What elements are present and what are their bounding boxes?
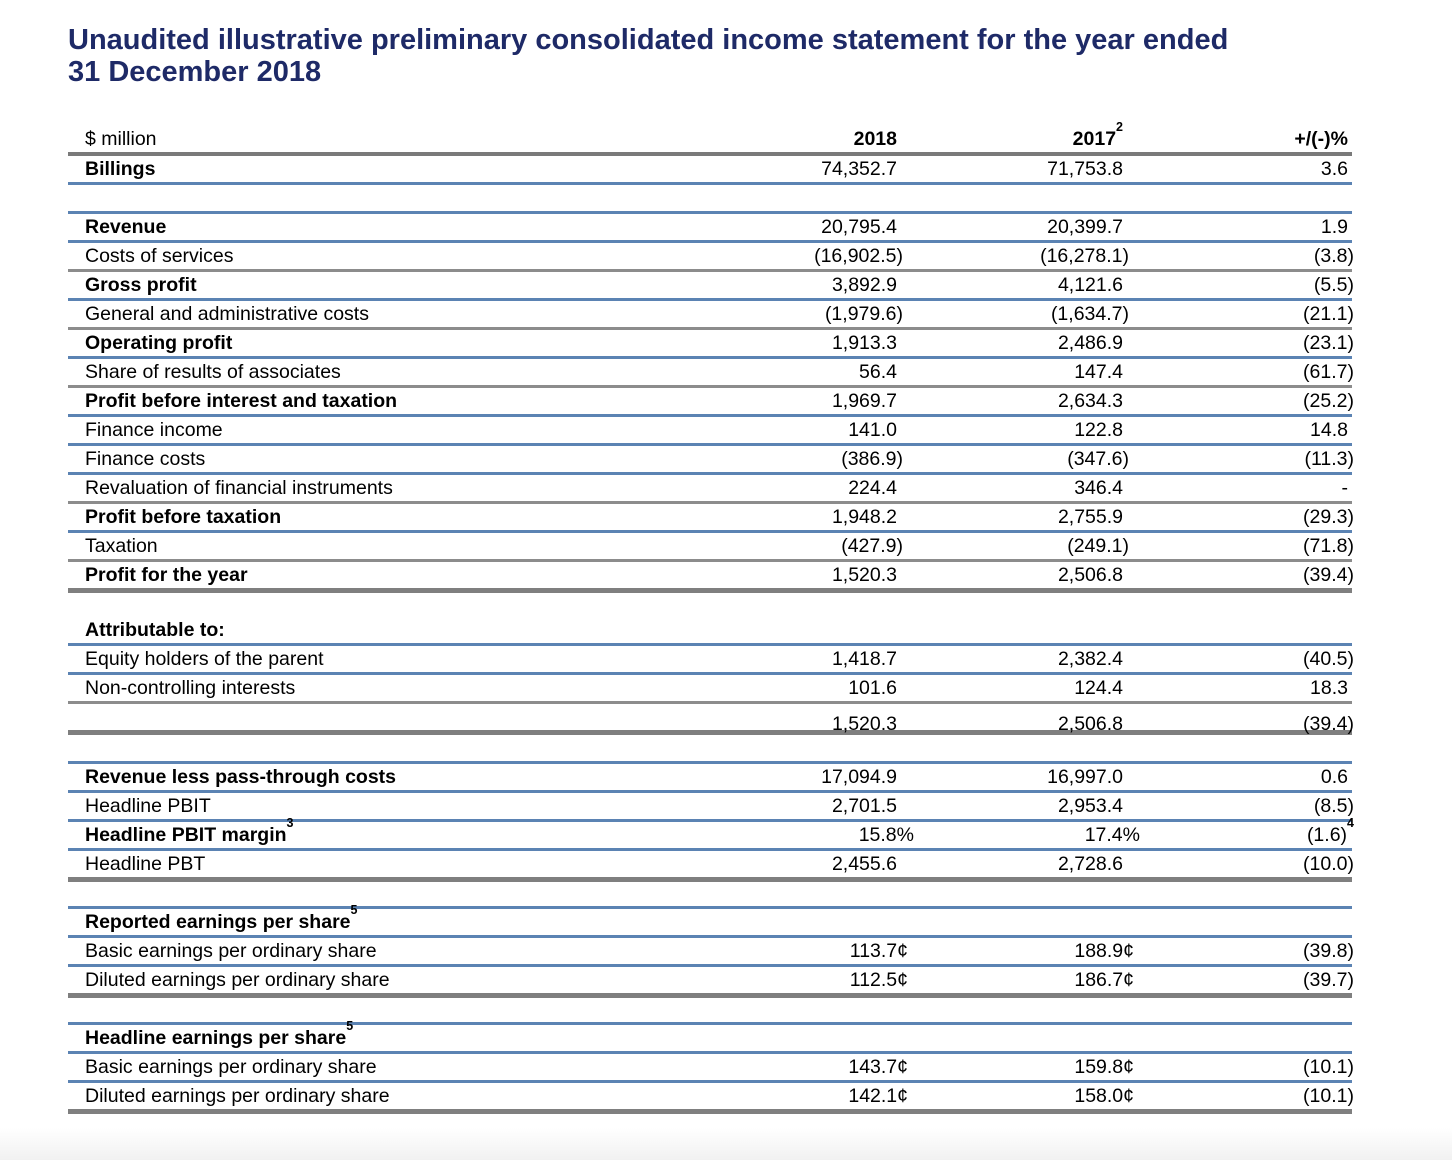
value-change-percent-text: (61.7) bbox=[1303, 361, 1354, 383]
row-label-text: General and administrative costs bbox=[85, 303, 369, 325]
value-change-percent bbox=[1123, 675, 1348, 701]
value-change-percent bbox=[1123, 1025, 1348, 1051]
row-label-text: Profit for the year bbox=[85, 564, 248, 586]
value-change-percent bbox=[1123, 504, 1354, 530]
value-change-percent bbox=[1123, 446, 1354, 472]
row-label bbox=[68, 1018, 737, 1051]
row-label bbox=[68, 646, 737, 672]
value-2018 bbox=[737, 301, 903, 327]
value-change-percent-text: - bbox=[1341, 477, 1348, 499]
value-2017 bbox=[897, 967, 1134, 993]
value-change-percent bbox=[1123, 417, 1348, 443]
value-2017 bbox=[897, 938, 1134, 964]
value-2018-text: 143.7¢ bbox=[848, 1056, 908, 1078]
table-row bbox=[68, 1054, 1352, 1083]
value-2017-text: (16,278.1) bbox=[1040, 245, 1129, 267]
value-2018 bbox=[737, 646, 897, 672]
value-change-percent-text: (23.1) bbox=[1303, 332, 1354, 354]
value-change-percent bbox=[1123, 1083, 1354, 1109]
value-2017 bbox=[897, 851, 1123, 877]
value-change-percent bbox=[1123, 967, 1354, 993]
value-2017-text: (347.6) bbox=[1067, 448, 1129, 470]
value-change-percent-text: (25.2) bbox=[1303, 390, 1354, 412]
value-2017-text: 20,399.7 bbox=[1047, 216, 1123, 238]
value-2017-text: (1,634.7) bbox=[1050, 303, 1129, 325]
value-2017 bbox=[897, 359, 1123, 385]
value-2018-text: (427.9) bbox=[841, 535, 903, 557]
row-label bbox=[68, 446, 737, 472]
row-label bbox=[68, 938, 737, 964]
value-2017-text: 2,486.9 bbox=[1057, 332, 1123, 354]
value-2017-text: 124.4 bbox=[1074, 677, 1123, 699]
value-2017-text: 147.4 bbox=[1074, 361, 1123, 383]
value-2018 bbox=[737, 475, 897, 501]
value-2017 bbox=[897, 646, 1123, 672]
row-label bbox=[68, 1083, 737, 1109]
value-change-percent bbox=[1123, 938, 1354, 964]
row-label-text: Revenue less pass-through costs bbox=[85, 766, 397, 788]
value-2018 bbox=[737, 214, 897, 240]
table-row bbox=[68, 938, 1352, 967]
table-row bbox=[68, 359, 1352, 388]
footnote-marker: 5 bbox=[346, 1018, 354, 1033]
value-2018 bbox=[737, 764, 897, 790]
row-label bbox=[68, 815, 737, 848]
value-change-percent bbox=[1123, 1054, 1354, 1080]
value-2017 bbox=[897, 764, 1123, 790]
income-statement-table bbox=[68, 119, 1354, 1114]
value-change-percent bbox=[1123, 815, 1354, 848]
value-2018-text: 1,948.2 bbox=[831, 506, 897, 528]
value-change-percent-text: (3.8) bbox=[1313, 245, 1354, 267]
value-2017 bbox=[897, 822, 1140, 848]
value-2017 bbox=[897, 675, 1123, 701]
value-2018 bbox=[737, 822, 914, 848]
table-row bbox=[68, 764, 1352, 793]
value-2018-text: 2,701.5 bbox=[831, 795, 897, 817]
page-bottom-edge bbox=[0, 1128, 1452, 1160]
section-gap bbox=[68, 185, 1352, 211]
value-2017-text: 2,755.9 bbox=[1057, 506, 1123, 528]
value-2018 bbox=[737, 533, 903, 559]
value-2017 bbox=[897, 504, 1123, 530]
reported-eps-section bbox=[68, 902, 1354, 998]
profit-and-loss-section bbox=[68, 211, 1352, 593]
value-2018-text: 2018 bbox=[853, 128, 897, 150]
value-change-percent bbox=[1123, 646, 1354, 672]
value-2017 bbox=[897, 711, 1123, 737]
row-label-text: Finance costs bbox=[85, 448, 206, 470]
page-title-line-1: Unaudited illustrative preliminary consolidated income statement for the year ended bbox=[68, 24, 1229, 56]
value-change-percent bbox=[1123, 359, 1354, 385]
value-change-percent bbox=[1123, 851, 1354, 877]
table-row bbox=[68, 243, 1352, 272]
value-change-percent-text: (71.8) bbox=[1303, 535, 1354, 557]
row-label bbox=[68, 126, 737, 152]
value-2017 bbox=[897, 272, 1123, 298]
row-label bbox=[68, 764, 737, 790]
row-label bbox=[68, 533, 737, 559]
value-2017-text: 16,997.0 bbox=[1047, 766, 1123, 788]
value-2018-text: 17,094.9 bbox=[821, 766, 897, 788]
value-change-percent bbox=[1123, 533, 1354, 559]
row-label-text: Taxation bbox=[85, 535, 158, 557]
row-label-text: Gross profit bbox=[85, 274, 197, 296]
value-change-percent bbox=[1123, 272, 1354, 298]
value-2018-text: 3,892.9 bbox=[831, 274, 897, 296]
value-2018-text: 142.1¢ bbox=[848, 1085, 908, 1107]
value-2018-text: 1,969.7 bbox=[831, 390, 897, 412]
table-row bbox=[68, 417, 1352, 446]
value-2018-text: 112.5¢ bbox=[849, 969, 908, 991]
row-label bbox=[68, 417, 737, 443]
row-label-text: Finance income bbox=[85, 419, 223, 441]
section-gap bbox=[68, 735, 1352, 761]
table-row bbox=[68, 704, 1352, 735]
table-row bbox=[68, 119, 1352, 156]
table-row bbox=[68, 617, 1352, 646]
value-2018 bbox=[737, 388, 897, 414]
value-2018 bbox=[737, 1025, 897, 1051]
value-change-percent-text: (1.6) bbox=[1306, 824, 1348, 846]
value-change-percent bbox=[1123, 475, 1348, 501]
table-row bbox=[68, 793, 1352, 822]
value-2018 bbox=[737, 909, 897, 935]
row-label bbox=[68, 301, 737, 327]
value-2017-text: (249.1) bbox=[1067, 535, 1129, 557]
value-change-percent bbox=[1123, 388, 1354, 414]
table-row bbox=[68, 388, 1352, 417]
value-2017-text: 122.8 bbox=[1074, 419, 1123, 441]
row-label-text: Headline PBIT margin bbox=[85, 824, 287, 846]
value-change-percent bbox=[1123, 793, 1354, 819]
value-2017 bbox=[897, 1083, 1134, 1109]
section-gap bbox=[68, 998, 1352, 1022]
row-label bbox=[68, 675, 737, 701]
value-change-percent-text: (10.1) bbox=[1303, 1085, 1354, 1107]
value-2017 bbox=[897, 1025, 1123, 1051]
value-2017 bbox=[897, 793, 1123, 819]
value-2018 bbox=[737, 562, 897, 588]
value-2017 bbox=[897, 1054, 1134, 1080]
value-2017 bbox=[897, 301, 1129, 327]
row-label-text: Revaluation of financial instruments bbox=[85, 477, 393, 499]
table-row bbox=[68, 272, 1352, 301]
row-label bbox=[68, 214, 737, 240]
row-label bbox=[68, 475, 737, 501]
value-2017-text: 2,506.8 bbox=[1057, 564, 1123, 586]
value-2018-text: (16,902.5) bbox=[814, 245, 903, 267]
row-label bbox=[68, 330, 737, 356]
value-change-percent-text: 3.6 bbox=[1320, 158, 1348, 180]
table-row bbox=[68, 330, 1352, 359]
value-2018 bbox=[737, 1054, 908, 1080]
row-label bbox=[68, 704, 737, 730]
row-label-text: Basic earnings per ordinary share bbox=[85, 1056, 377, 1078]
value-2018 bbox=[737, 330, 897, 356]
value-change-percent bbox=[1123, 214, 1348, 240]
table-row bbox=[68, 446, 1352, 475]
value-2017-text: 2,506.8 bbox=[1057, 713, 1123, 735]
value-change-percent bbox=[1123, 330, 1354, 356]
table-row bbox=[68, 646, 1352, 675]
value-2017 bbox=[897, 388, 1123, 414]
row-label-text: Basic earnings per ordinary share bbox=[85, 940, 377, 962]
row-label bbox=[68, 272, 737, 298]
value-2018 bbox=[737, 359, 897, 385]
value-2018 bbox=[737, 1083, 908, 1109]
value-2017-text: 2,953.4 bbox=[1057, 795, 1123, 817]
row-label-text: $ million bbox=[85, 128, 157, 150]
row-label-text: Headline PBIT bbox=[85, 795, 211, 817]
row-label-text: Operating profit bbox=[85, 332, 233, 354]
table-row bbox=[68, 967, 1352, 998]
value-2017-text: 2017 bbox=[1072, 128, 1117, 150]
row-label-text: Profit before taxation bbox=[85, 506, 282, 528]
section-gap bbox=[68, 882, 1352, 906]
value-2017 bbox=[897, 119, 1123, 152]
value-2018 bbox=[737, 126, 897, 152]
row-label bbox=[68, 851, 737, 877]
table-row bbox=[68, 675, 1352, 704]
value-2017-text: 17.4% bbox=[1084, 824, 1140, 846]
value-change-percent-text: +/(-)% bbox=[1294, 128, 1348, 150]
value-2017-text: 2,728.6 bbox=[1057, 853, 1123, 875]
value-change-percent-text: (40.5) bbox=[1303, 648, 1354, 670]
row-label-text: Billings bbox=[85, 158, 156, 180]
value-2017 bbox=[897, 617, 1123, 643]
value-2018 bbox=[737, 851, 897, 877]
value-change-percent bbox=[1123, 764, 1348, 790]
value-2017-text: 188.9¢ bbox=[1074, 940, 1134, 962]
row-label bbox=[68, 388, 737, 414]
row-label-text: Share of results of associates bbox=[85, 361, 341, 383]
table-row bbox=[68, 533, 1352, 562]
value-2018-text: 15.8% bbox=[858, 824, 914, 846]
value-2018-text: 1,520.3 bbox=[831, 713, 897, 735]
value-2017 bbox=[897, 243, 1129, 269]
row-label bbox=[68, 359, 737, 385]
value-2018 bbox=[737, 504, 897, 530]
value-2017-text: 346.4 bbox=[1074, 477, 1123, 499]
value-2017-text: 186.7¢ bbox=[1074, 969, 1134, 991]
value-change-percent-text: (39.7) bbox=[1303, 969, 1354, 991]
value-change-percent-text: (10.0) bbox=[1303, 853, 1354, 875]
value-2017 bbox=[897, 417, 1123, 443]
value-2018 bbox=[737, 446, 903, 472]
table-row bbox=[68, 815, 1354, 851]
row-label-text: Non-controlling interests bbox=[85, 677, 296, 699]
value-change-percent-text: (8.5) bbox=[1313, 795, 1354, 817]
table-row bbox=[68, 851, 1352, 882]
value-change-percent-text: 1.9 bbox=[1320, 216, 1348, 238]
value-2017 bbox=[897, 330, 1123, 356]
value-2018 bbox=[737, 272, 897, 298]
value-change-percent-text: (29.3) bbox=[1303, 506, 1354, 528]
value-2018-text: 101.6 bbox=[848, 677, 897, 699]
value-2018 bbox=[737, 156, 897, 182]
value-2017 bbox=[897, 156, 1123, 182]
row-label-text: Profit before interest and taxation bbox=[85, 390, 398, 412]
value-change-percent bbox=[1123, 301, 1354, 327]
value-2018 bbox=[737, 793, 897, 819]
value-change-percent bbox=[1123, 156, 1348, 182]
row-label bbox=[68, 1054, 737, 1080]
row-label bbox=[68, 793, 737, 819]
header-billings-section bbox=[68, 119, 1352, 185]
value-2018-text: 113.7¢ bbox=[849, 940, 908, 962]
value-2017-text: 71,753.8 bbox=[1047, 158, 1123, 180]
value-change-percent-text: 0.6 bbox=[1320, 766, 1348, 788]
value-change-percent-text: 18.3 bbox=[1310, 677, 1348, 699]
page-title bbox=[68, 24, 1388, 88]
row-label bbox=[68, 562, 737, 588]
value-2017-text: 4,121.6 bbox=[1057, 274, 1123, 296]
row-label-text: Diluted earnings per ordinary share bbox=[85, 1085, 390, 1107]
value-2018 bbox=[737, 938, 908, 964]
table-row bbox=[68, 562, 1352, 593]
value-change-percent-text: (39.8) bbox=[1303, 940, 1354, 962]
value-2018-text: 20,795.4 bbox=[821, 216, 897, 238]
value-change-percent bbox=[1123, 126, 1348, 152]
value-change-percent-text: (21.1) bbox=[1303, 303, 1354, 325]
table-row bbox=[68, 1018, 1352, 1054]
row-label bbox=[68, 902, 737, 935]
value-2017 bbox=[897, 214, 1123, 240]
row-label bbox=[68, 967, 737, 993]
row-label bbox=[68, 156, 737, 182]
value-2017-text: 159.8¢ bbox=[1074, 1056, 1134, 1078]
value-2018 bbox=[737, 967, 908, 993]
value-2017 bbox=[897, 562, 1123, 588]
value-2018-text: 1,418.7 bbox=[831, 648, 897, 670]
value-change-percent-text: (10.1) bbox=[1303, 1056, 1354, 1078]
row-label bbox=[68, 617, 737, 643]
row-label-text: Headline earnings per share bbox=[85, 1027, 347, 1049]
value-change-percent-text: 14.8 bbox=[1310, 419, 1348, 441]
value-2018-text: 224.4 bbox=[848, 477, 897, 499]
value-change-percent bbox=[1123, 711, 1354, 737]
value-2017 bbox=[897, 475, 1123, 501]
value-2018-text: 1,520.3 bbox=[831, 564, 897, 586]
value-2018 bbox=[737, 617, 897, 643]
value-2018-text: (386.9) bbox=[841, 448, 903, 470]
row-label-text: Diluted earnings per ordinary share bbox=[85, 969, 390, 991]
table-row bbox=[68, 301, 1352, 330]
footnote-marker: 3 bbox=[286, 815, 294, 830]
row-label-text: Reported earnings per share bbox=[85, 911, 351, 933]
page-title-line-2: 31 December 2018 bbox=[68, 56, 322, 88]
table-row bbox=[68, 504, 1352, 533]
table-row bbox=[68, 902, 1352, 938]
headline-metrics-section bbox=[68, 761, 1352, 882]
value-change-percent-text: (39.4) bbox=[1303, 713, 1354, 735]
row-label-text: Headline PBT bbox=[85, 853, 206, 875]
value-2018 bbox=[737, 711, 897, 737]
footnote-marker: 5 bbox=[350, 902, 358, 917]
headline-eps-section bbox=[68, 1018, 1354, 1114]
value-2018-text: (1,979.6) bbox=[824, 303, 903, 325]
value-2018 bbox=[737, 417, 897, 443]
value-2018-text: 141.0 bbox=[848, 419, 897, 441]
attributable-section bbox=[68, 617, 1352, 735]
value-2017-text: 2,634.3 bbox=[1057, 390, 1123, 412]
value-2018-text: 74,352.7 bbox=[821, 158, 897, 180]
value-2017 bbox=[897, 446, 1129, 472]
section-gap bbox=[68, 593, 1352, 617]
value-2018 bbox=[737, 243, 903, 269]
table-row bbox=[68, 1083, 1352, 1114]
value-change-percent-text: (39.4) bbox=[1303, 564, 1354, 586]
value-change-percent-text: (5.5) bbox=[1313, 274, 1354, 296]
row-label-text: Revenue bbox=[85, 216, 167, 238]
row-label bbox=[68, 504, 737, 530]
value-change-percent bbox=[1123, 243, 1354, 269]
value-change-percent-text: (11.3) bbox=[1304, 448, 1354, 470]
row-label bbox=[68, 243, 737, 269]
footnote-marker: 2 bbox=[1116, 119, 1123, 134]
value-2018-text: 56.4 bbox=[859, 361, 897, 383]
value-2017 bbox=[897, 533, 1129, 559]
value-change-percent bbox=[1123, 562, 1354, 588]
row-label-text: Equity holders of the parent bbox=[85, 648, 324, 670]
row-label-text: Attributable to: bbox=[85, 619, 225, 641]
value-2018 bbox=[737, 675, 897, 701]
value-change-percent bbox=[1123, 909, 1348, 935]
table-row bbox=[68, 475, 1352, 504]
value-2017-text: 158.0¢ bbox=[1074, 1085, 1134, 1107]
table-row bbox=[68, 214, 1352, 243]
value-2017 bbox=[897, 909, 1123, 935]
row-label-text: Costs of services bbox=[85, 245, 234, 267]
value-2017-text: 2,382.4 bbox=[1057, 648, 1123, 670]
value-2018-text: 1,913.3 bbox=[831, 332, 897, 354]
value-2018-text: 2,455.6 bbox=[831, 853, 897, 875]
value-change-percent bbox=[1123, 617, 1348, 643]
table-row bbox=[68, 156, 1352, 185]
footnote-marker: 4 bbox=[1347, 815, 1354, 830]
